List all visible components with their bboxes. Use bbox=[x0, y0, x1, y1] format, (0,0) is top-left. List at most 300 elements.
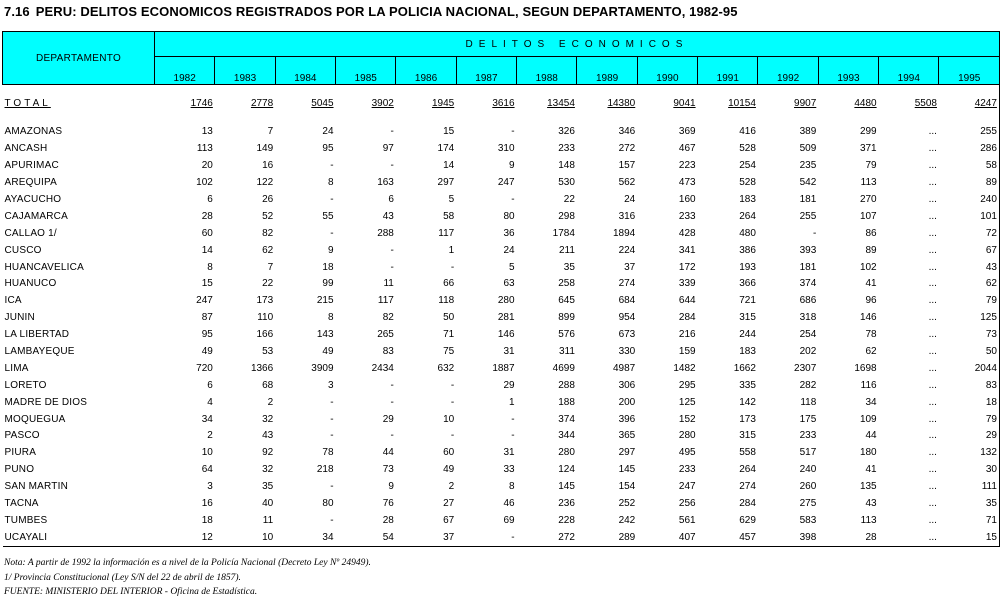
table-row bbox=[3, 512, 1000, 529]
table-cell: 247 bbox=[678, 481, 696, 493]
table-cell: 110 bbox=[257, 312, 274, 324]
table-cell: 255 bbox=[939, 124, 999, 141]
table-row bbox=[3, 411, 1000, 428]
table-cell: 117 bbox=[438, 227, 455, 239]
year-header: 1993 bbox=[818, 57, 878, 85]
note-text: Nota: A partir de 1992 la información es a nivel de la Policía Nacional (Decreto Ley Nº 24949). bbox=[4, 558, 371, 568]
table-cell: 159 bbox=[678, 346, 696, 358]
table-cell: - bbox=[450, 261, 455, 273]
total-value: 14380 bbox=[607, 98, 636, 109]
table-cell: ... bbox=[928, 227, 937, 239]
table-cell: 71 bbox=[443, 329, 455, 341]
table-cell: 282 bbox=[799, 379, 817, 391]
table-title: PERU: DELITOS ECONOMICOS REGISTRADOS POR LA POLICIA NACIONAL, SEGUN DEPARTAMENTO, 1982-95 bbox=[35, 4, 738, 19]
table-cell: 173 bbox=[739, 413, 756, 425]
table-cell: 143 bbox=[316, 329, 334, 341]
year-header: 1995 bbox=[939, 57, 999, 85]
table-cell: 260 bbox=[799, 481, 817, 493]
total-value: 2778 bbox=[250, 98, 274, 109]
table-cell: 371 bbox=[859, 143, 877, 155]
table-cell: 180 bbox=[859, 447, 877, 459]
department-name: AMAZONAS bbox=[4, 126, 63, 138]
table-cell: 24 bbox=[503, 244, 515, 256]
table-cell: 899 bbox=[558, 312, 575, 324]
department-name: LIMA bbox=[4, 362, 29, 374]
table-cell: 142 bbox=[739, 396, 756, 408]
year-header: 1982 bbox=[155, 57, 215, 85]
table-cell: - bbox=[330, 413, 334, 425]
table-cell: 473 bbox=[678, 177, 696, 189]
table-cell: 67 bbox=[443, 514, 455, 526]
year-header: 1990 bbox=[637, 57, 697, 85]
department-name: PIURA bbox=[4, 447, 37, 459]
year-header: 1983 bbox=[215, 57, 275, 85]
department-name: UCAYALI bbox=[3, 529, 155, 546]
table-cell: 233 bbox=[799, 430, 817, 442]
table-cell: 467 bbox=[678, 143, 696, 155]
table-cell: 407 bbox=[637, 529, 697, 546]
table-cell: 224 bbox=[618, 244, 636, 256]
table-cell: 71 bbox=[939, 512, 999, 529]
table-cell: 233 bbox=[678, 464, 696, 476]
table-cell: 181 bbox=[799, 194, 817, 205]
table-cell: 40 bbox=[262, 498, 274, 510]
table-cell: - bbox=[330, 430, 334, 442]
table-cell: 645 bbox=[558, 295, 575, 307]
table-cell: 80 bbox=[322, 498, 334, 510]
table-cell: 576 bbox=[558, 329, 575, 341]
table-cell: 265 bbox=[377, 329, 394, 341]
table-cell: 73 bbox=[382, 464, 394, 476]
table-cell: 244 bbox=[739, 329, 756, 341]
table-cell: 37 bbox=[396, 529, 456, 546]
total-value: 1746 bbox=[190, 98, 213, 109]
table-cell: - bbox=[511, 430, 515, 442]
table-cell: 235 bbox=[799, 160, 817, 172]
table-cell: ... bbox=[928, 177, 937, 189]
table-cell: 44 bbox=[865, 430, 877, 442]
table-row bbox=[3, 344, 1000, 361]
table-cell: 5 bbox=[509, 261, 515, 273]
table-cell: 149 bbox=[256, 143, 274, 155]
table-cell: - bbox=[450, 430, 455, 442]
table-cell: 36 bbox=[503, 227, 515, 239]
table-cell: - bbox=[330, 227, 334, 239]
table-cell: 87 bbox=[201, 312, 213, 324]
table-cell: 289 bbox=[577, 529, 637, 546]
table-cell: ... bbox=[928, 244, 937, 256]
year-header: 1986 bbox=[396, 57, 456, 85]
table-row bbox=[3, 276, 1000, 293]
table-cell: 113 bbox=[196, 143, 213, 155]
table-cell: 528 bbox=[739, 143, 756, 155]
table-cell: 264 bbox=[739, 464, 756, 476]
table-cell: 13 bbox=[201, 126, 213, 138]
table-cell: 218 bbox=[316, 464, 334, 476]
table-cell: 7 bbox=[267, 261, 274, 273]
table-cell: 530 bbox=[558, 177, 575, 189]
table-row bbox=[3, 158, 1000, 175]
department-name: PASCO bbox=[4, 430, 40, 442]
table-cell: 28 bbox=[382, 514, 394, 526]
table-cell: 58 bbox=[443, 210, 455, 222]
table-row bbox=[3, 479, 1000, 496]
table-cell: 35 bbox=[563, 261, 575, 273]
table-cell: 297 bbox=[437, 177, 455, 189]
table-cell: 286 bbox=[939, 141, 999, 158]
department-name: TUMBES bbox=[4, 514, 48, 526]
table-cell: 29 bbox=[939, 428, 999, 445]
table-cell: 43 bbox=[262, 430, 274, 442]
table-cell: 152 bbox=[678, 413, 696, 425]
table-cell: ... bbox=[928, 143, 937, 155]
table-cell: 69 bbox=[503, 514, 515, 526]
table-cell: 102 bbox=[859, 261, 877, 273]
table-cell: ... bbox=[928, 464, 937, 476]
table-cell: 96 bbox=[865, 295, 877, 307]
table-cell: 193 bbox=[739, 261, 756, 273]
table-cell: 280 bbox=[558, 447, 575, 459]
table-cell: 1698 bbox=[854, 362, 877, 374]
table-cell: 145 bbox=[618, 464, 636, 476]
table-cell: 41 bbox=[865, 464, 877, 476]
table-cell: ... bbox=[928, 447, 937, 459]
table-cell: 173 bbox=[256, 295, 274, 307]
table-cell: 181 bbox=[799, 261, 817, 273]
table-cell: 62 bbox=[939, 276, 999, 293]
table-cell: 95 bbox=[201, 329, 213, 341]
department-name: JUNIN bbox=[4, 312, 35, 324]
table-cell: 721 bbox=[739, 295, 756, 307]
table-cell: 99 bbox=[322, 278, 334, 290]
table-body bbox=[3, 85, 1000, 547]
table-cell: ... bbox=[928, 379, 937, 391]
table-cell: 109 bbox=[859, 413, 877, 425]
table-cell: 280 bbox=[678, 430, 696, 442]
table-cell: 4 bbox=[207, 396, 213, 408]
table-cell: ... bbox=[879, 529, 939, 546]
table-cell: 495 bbox=[678, 447, 696, 459]
table-row bbox=[3, 496, 1000, 513]
table-cell: 256 bbox=[678, 498, 696, 510]
table-cell: 228 bbox=[558, 514, 575, 526]
department-name: MOQUEGUA bbox=[4, 413, 66, 425]
table-cell: 49 bbox=[201, 346, 213, 358]
table-cell: 54 bbox=[336, 529, 396, 546]
table-cell: 684 bbox=[618, 295, 636, 307]
total-value: 4247 bbox=[939, 85, 999, 110]
table-cell: 1784 bbox=[552, 227, 575, 239]
table-cell: 1894 bbox=[613, 227, 636, 239]
table-cell: 318 bbox=[799, 312, 817, 324]
table-cell: 236 bbox=[558, 498, 575, 510]
table-cell: ... bbox=[928, 346, 937, 358]
year-header: 1989 bbox=[577, 57, 637, 85]
table-cell: 16 bbox=[262, 160, 274, 172]
table-cell: 562 bbox=[618, 177, 636, 189]
table-cell: 1662 bbox=[733, 362, 756, 374]
table-cell: 8 bbox=[509, 481, 515, 493]
table-row bbox=[3, 242, 1000, 259]
table-cell: 10 bbox=[215, 529, 275, 546]
table-cell: 64 bbox=[201, 464, 213, 476]
total-value: 5508 bbox=[914, 98, 937, 109]
table-cell: 132 bbox=[939, 445, 999, 462]
table-cell: 135 bbox=[859, 481, 877, 493]
table-cell: 389 bbox=[799, 126, 817, 138]
table-cell: 673 bbox=[618, 329, 636, 341]
table-cell: 528 bbox=[739, 177, 756, 189]
table-row bbox=[3, 529, 1000, 546]
table-cell: 240 bbox=[799, 464, 817, 476]
table-cell: 480 bbox=[739, 227, 756, 239]
table-cell: 341 bbox=[678, 244, 696, 256]
table-cell: 315 bbox=[739, 312, 756, 324]
table-cell: 686 bbox=[799, 295, 817, 307]
table-row bbox=[3, 360, 1000, 377]
department-name: SAN MARTIN bbox=[4, 481, 68, 493]
department-name: PUNO bbox=[4, 464, 35, 476]
table-cell: 73 bbox=[939, 327, 999, 344]
table-row bbox=[3, 141, 1000, 158]
table-cell: 14 bbox=[201, 244, 213, 256]
table-row bbox=[3, 175, 1000, 192]
table-cell: 339 bbox=[678, 278, 696, 290]
table-cell: 629 bbox=[739, 514, 756, 526]
table-cell: 297 bbox=[618, 447, 636, 459]
department-name: CUSCO bbox=[4, 244, 42, 256]
table-cell: - bbox=[390, 160, 394, 172]
table-cell: 1366 bbox=[250, 362, 274, 374]
department-name: MADRE DE DIOS bbox=[4, 396, 88, 408]
table-cell: - bbox=[330, 160, 334, 172]
table-cell: 35 bbox=[262, 481, 274, 493]
table-cell: 163 bbox=[377, 177, 394, 189]
table-cell: 183 bbox=[739, 346, 756, 358]
table-cell: 9 bbox=[388, 481, 394, 493]
table-cell: 398 bbox=[758, 529, 818, 546]
table-row bbox=[3, 124, 1000, 141]
table-cell: 2 bbox=[267, 396, 274, 408]
table-cell: 49 bbox=[322, 346, 334, 358]
table-cell: - bbox=[390, 126, 394, 138]
table-cell: - bbox=[511, 413, 515, 425]
table-cell: 954 bbox=[618, 312, 636, 324]
table-cell: 11 bbox=[383, 278, 394, 290]
table-cell: 8 bbox=[327, 177, 334, 189]
table-cell: 78 bbox=[322, 447, 334, 459]
table-row bbox=[3, 377, 1000, 394]
table-row bbox=[3, 428, 1000, 445]
group-header: DELITOS ECONOMICOS bbox=[155, 32, 1000, 57]
table-cell: 89 bbox=[865, 244, 877, 256]
table-cell: 31 bbox=[503, 346, 515, 358]
table-cell: 274 bbox=[739, 481, 756, 493]
table-cell: 28 bbox=[201, 210, 213, 222]
table-cell: - bbox=[511, 126, 515, 138]
table-cell: ... bbox=[928, 210, 937, 222]
table-cell: 86 bbox=[865, 227, 877, 239]
table-cell: 175 bbox=[799, 413, 817, 425]
departamento-header: DEPARTAMENTO bbox=[3, 32, 155, 85]
table-cell: 517 bbox=[799, 447, 817, 459]
table-cell: 16 bbox=[201, 498, 213, 510]
table-cell: ... bbox=[928, 312, 937, 324]
table-cell: 113 bbox=[860, 514, 877, 526]
total-value: 5045 bbox=[311, 98, 334, 109]
footnote-text: 1/ Provincia Constitucional (Ley S/N del 22 de abril de 1857). bbox=[4, 572, 241, 583]
table-cell: 374 bbox=[799, 278, 817, 290]
table-cell: 15 bbox=[443, 126, 455, 138]
source-text: FUENTE: MINISTERIO DEL INTERIOR - Oficina de Estadística. bbox=[4, 587, 258, 597]
table-cell: 35 bbox=[939, 496, 999, 513]
spacer-row bbox=[3, 109, 1000, 124]
table-row bbox=[3, 225, 1000, 242]
table-cell: 12 bbox=[155, 529, 215, 546]
table-number: 7.16 bbox=[4, 4, 30, 19]
table-cell: 346 bbox=[618, 126, 636, 138]
table-cell: 233 bbox=[678, 210, 696, 222]
table-cell: 46 bbox=[503, 498, 515, 510]
table-cell: 258 bbox=[558, 278, 575, 290]
table-cell: ... bbox=[928, 481, 937, 493]
table-cell: 14 bbox=[443, 160, 455, 172]
table-cell: - bbox=[330, 396, 334, 408]
table-cell: 102 bbox=[196, 177, 213, 189]
department-name: AREQUIPA bbox=[4, 177, 58, 189]
table-cell: 22 bbox=[262, 278, 274, 290]
table-cell: 3 bbox=[207, 481, 213, 493]
table-cell: 188 bbox=[558, 396, 575, 408]
table-cell: 53 bbox=[262, 346, 274, 358]
table-cell: 288 bbox=[377, 227, 394, 239]
table-cell: 15 bbox=[939, 529, 999, 546]
table-cell: 124 bbox=[558, 464, 575, 476]
table-cell: 82 bbox=[262, 227, 274, 239]
table-cell: - bbox=[812, 227, 817, 239]
table-cell: 60 bbox=[443, 447, 455, 459]
table-cell: 3909 bbox=[311, 362, 334, 374]
table-cell: 542 bbox=[799, 177, 817, 189]
table-cell: 275 bbox=[799, 498, 817, 510]
table-cell: 509 bbox=[799, 143, 817, 155]
table-cell: 247 bbox=[196, 295, 213, 307]
table-cell: 270 bbox=[859, 194, 877, 205]
table-cell: 49 bbox=[443, 464, 455, 476]
table-cell: - bbox=[330, 481, 334, 493]
table-cell: ... bbox=[928, 498, 937, 510]
table-cell: 295 bbox=[678, 379, 696, 391]
table-cell: 223 bbox=[678, 160, 696, 172]
table-cell: 583 bbox=[799, 514, 817, 526]
table-cell: 386 bbox=[739, 244, 756, 256]
table-cell: 330 bbox=[618, 346, 636, 358]
year-header: 1994 bbox=[879, 57, 939, 85]
department-name: APURIMAC bbox=[4, 160, 59, 172]
table-cell: 67 bbox=[939, 242, 999, 259]
table-cell: 43 bbox=[939, 259, 999, 276]
table-cell: 83 bbox=[382, 346, 394, 358]
table-cell: 2434 bbox=[371, 362, 394, 374]
table-cell: 272 bbox=[517, 529, 577, 546]
total-value: 3616 bbox=[492, 98, 515, 109]
table-cell: 172 bbox=[678, 261, 696, 273]
table-cell: 4987 bbox=[613, 362, 636, 374]
table-cell: ... bbox=[928, 261, 937, 273]
department-name: LAMBAYEQUE bbox=[4, 346, 75, 358]
table-cell: 166 bbox=[256, 329, 274, 341]
table-cell: 27 bbox=[443, 498, 455, 510]
table-cell: 211 bbox=[558, 244, 575, 256]
table-cell: 145 bbox=[558, 481, 575, 493]
department-name: HUANUCO bbox=[4, 278, 57, 290]
table-cell: - bbox=[390, 430, 394, 442]
table-cell: 63 bbox=[503, 278, 515, 290]
department-name: LORETO bbox=[4, 379, 47, 391]
table-cell: ... bbox=[928, 126, 937, 138]
table-cell: 18 bbox=[322, 261, 334, 273]
table-cell: 272 bbox=[618, 143, 636, 155]
table-cell: 60 bbox=[201, 227, 213, 239]
table-cell: 146 bbox=[497, 329, 515, 341]
table-cell: 202 bbox=[799, 346, 817, 358]
table-cell: 79 bbox=[939, 411, 999, 428]
table-cell: 76 bbox=[382, 498, 394, 510]
table-cell: 233 bbox=[558, 143, 575, 155]
table-cell: 558 bbox=[739, 447, 756, 459]
table-cell: 72 bbox=[939, 225, 999, 242]
total-value: 3902 bbox=[371, 98, 394, 109]
table-cell: 55 bbox=[322, 210, 334, 222]
table-cell: 160 bbox=[678, 194, 696, 205]
table-cell: 117 bbox=[377, 295, 394, 307]
table-cell: 6 bbox=[207, 379, 213, 391]
table-cell: 24 bbox=[624, 194, 636, 205]
table-cell: 79 bbox=[865, 160, 877, 172]
total-value: 9041 bbox=[673, 98, 696, 109]
table-cell: 111 bbox=[939, 479, 999, 496]
table-cell: 274 bbox=[618, 278, 636, 290]
department-name: ICA bbox=[4, 295, 22, 307]
table-cell: 284 bbox=[678, 312, 696, 324]
notes bbox=[4, 556, 371, 600]
table-cell: - bbox=[330, 514, 334, 526]
table-cell: 10 bbox=[201, 447, 213, 459]
table-cell: 89 bbox=[939, 175, 999, 192]
table-cell: 29 bbox=[503, 379, 515, 391]
table-cell: ... bbox=[928, 295, 937, 307]
table-cell: 215 bbox=[316, 295, 334, 307]
total-row bbox=[3, 85, 1000, 110]
table-cell: - bbox=[450, 379, 455, 391]
table-cell: - bbox=[390, 396, 394, 408]
table-cell: 369 bbox=[678, 126, 696, 138]
table-cell: 20 bbox=[201, 160, 213, 172]
year-header: 1985 bbox=[336, 57, 396, 85]
table-cell: 254 bbox=[799, 329, 817, 341]
table-cell: - bbox=[390, 244, 394, 256]
table-cell: 240 bbox=[939, 192, 999, 209]
table-cell: 315 bbox=[739, 430, 756, 442]
table-cell: ... bbox=[928, 396, 937, 408]
table-cell: 62 bbox=[865, 346, 877, 358]
table-cell: 82 bbox=[382, 312, 394, 324]
department-name: HUANCAVELICA bbox=[4, 261, 84, 273]
table-cell: 7 bbox=[267, 126, 274, 138]
table-cell: 264 bbox=[739, 210, 756, 222]
table-cell: 125 bbox=[939, 310, 999, 327]
table-cell: 32 bbox=[262, 413, 274, 425]
